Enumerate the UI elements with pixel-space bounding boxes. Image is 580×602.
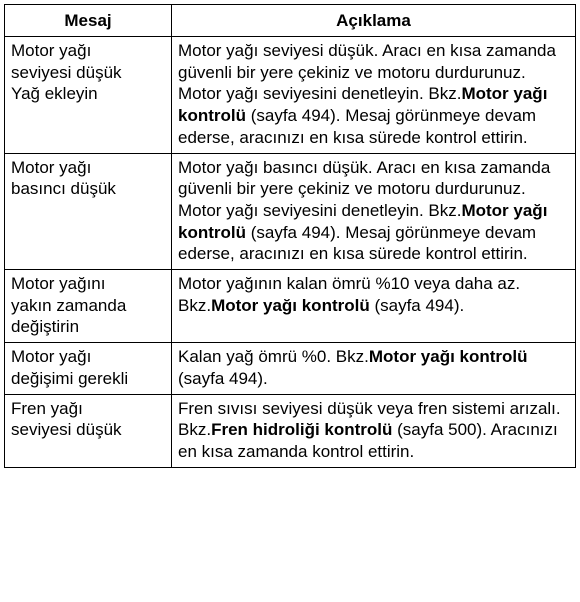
table-header-row [5,5,576,37]
description-text: (sayfa 500). Aracınızı en kısa zamanda kontrol ettirin. [178,420,558,461]
message-line: Fren yağı [11,398,83,418]
reference-link[interactable]: Motor yağı kontrolü [178,200,548,242]
description-cell [172,394,576,467]
message-line: Motor yağı [11,347,92,367]
message-line: seviyesi düşük [11,420,122,440]
message-line: basıncı düşük [11,179,116,199]
message-line: Motor yağını [11,274,106,294]
description-text: Fren sıvısı seviyesi düşük veya fren sistemi arızalı. Bkz. [178,398,561,440]
message-line: yakın zamanda [11,295,127,315]
reference-link[interactable]: Motor yağı kontrolü [211,295,370,315]
description-cell [172,270,576,343]
message-line: Motor yağı [11,41,92,60]
description-text: (sayfa 494). [369,295,465,315]
table-row [5,394,576,467]
manual-page [4,4,575,468]
description-cell [172,37,576,154]
table-row [5,270,576,343]
message-cell [5,37,172,154]
description-text: (sayfa 494). Mesaj görünmeye devam ederse, aracınızı en kısa sürede kontrol ettirin. [178,222,537,264]
message-line: Motor yağı [11,157,92,177]
description-cell [172,343,576,394]
message-line: Yağ ekleyin [11,84,98,104]
header-description: Açıklama [172,5,576,37]
header-message: Mesaj [5,5,172,37]
message-cell [5,153,172,270]
reference-link[interactable]: Motor yağı kontrolü [368,347,528,367]
description-text: Motor yağı basıncı düşük. Aracı en kısa zamanda güvenli bir yere çekiniz ve motoru durdurunuz. Motor yağı seviyesini denetleyin. Bkz. [178,157,551,220]
message-cell [5,394,172,467]
table-row [5,343,576,394]
description-text: Motor yağı seviyesi düşük. Aracı en kısa zamanda güvenli bir yere çekiniz ve motoru durdurunuz. Motor yağı seviyesini denetleyin. Bkz. [178,41,556,104]
description-text: (sayfa 494). Mesaj görünmeye devam ederse, aracınızı en kısa sürede kontrol ettirin. [178,106,537,147]
description-text: Kalan yağ ömrü %0. Bkz. [178,347,369,367]
message-line: değiştirin [11,317,80,337]
message-line: seviyesi düşük [11,62,122,82]
table-row [5,153,576,270]
table-row [5,37,576,154]
message-cell [5,343,172,394]
reference-link[interactable]: Motor yağı kontrolü [178,84,548,126]
reference-link[interactable]: Fren hidroliği kontrolü [211,420,393,440]
message-cell [5,270,172,343]
warning-message-table [4,4,576,468]
message-line: değişimi gerekli [11,368,129,388]
description-text: Motor yağının kalan ömrü %10 veya daha az. Bkz. [178,274,521,315]
description-cell [172,153,576,270]
description-text: (sayfa 494). [178,368,268,388]
